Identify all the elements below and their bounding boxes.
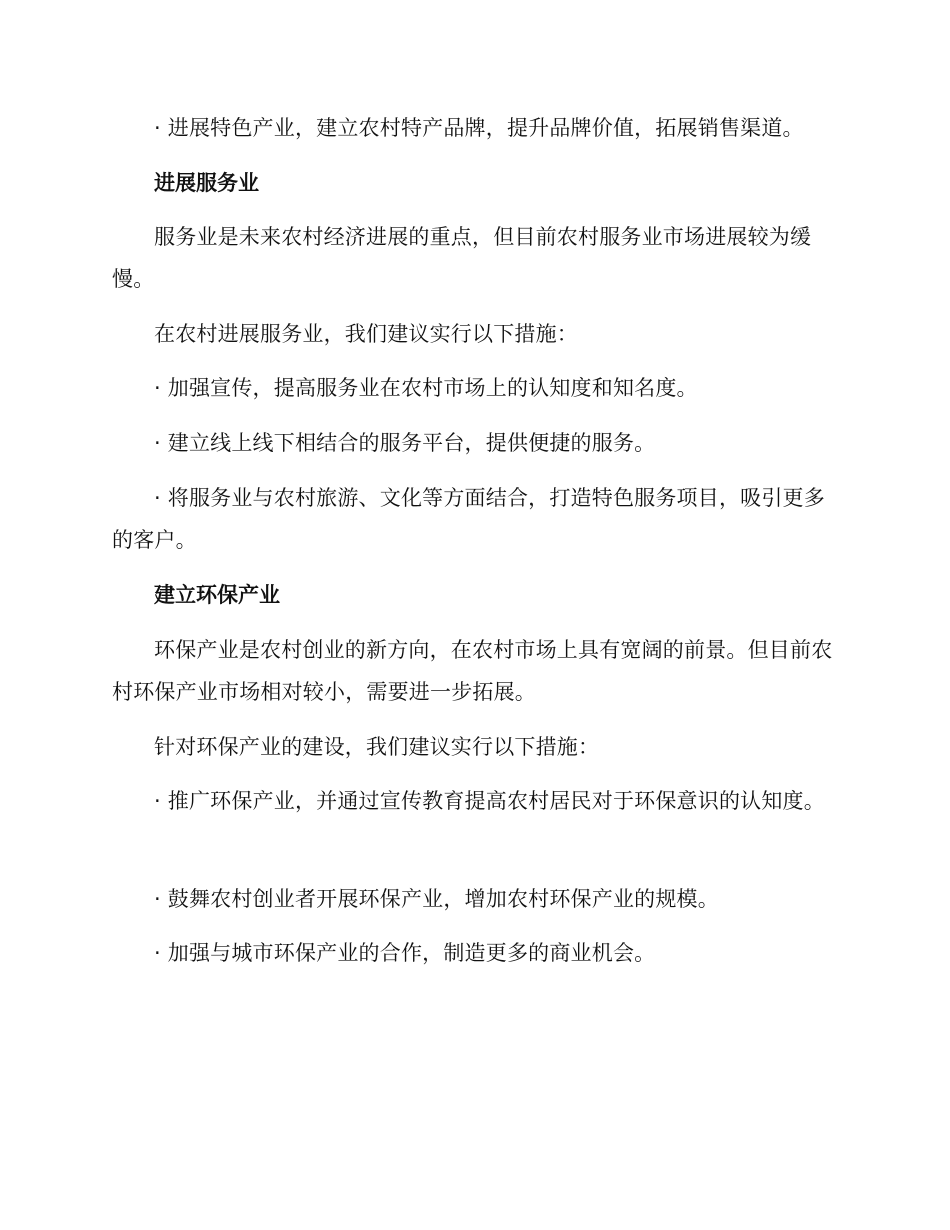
section-heading-environment: 建立环保产业 — [154, 583, 280, 607]
bullet-paragraph: · 推广环保产业，并通过宣传教育提高农村居民对于环保意识的认知度。 — [154, 789, 825, 813]
body-paragraph: 服务业是未来农村经济进展的重点，但目前农村服务业市场进展较为缓慢。 — [112, 225, 812, 291]
bullet-paragraph: · 鼓舞农村创业者开展环保产业，增加农村环保产业的规模。 — [154, 887, 719, 911]
body-paragraph: 针对环保产业的建设，我们建议实行以下措施： — [154, 735, 600, 759]
bullet-paragraph: · 建立线上线下相结合的服务平台，提供便捷的服务。 — [154, 431, 656, 455]
section-heading-service: 进展服务业 — [154, 171, 259, 195]
bullet-paragraph: · 将服务业与农村旅游、文化等方面结合，打造特色服务项目，吸引更多的客户。 — [112, 486, 825, 552]
bullet-paragraph: · 加强与城市环保产业的合作，制造更多的商业机会。 — [154, 941, 656, 965]
body-paragraph: 环保产业是农村创业的新方向，在农村市场上具有宽阔的前景。但目前农村环保产业市场相对较小，需要进一步拓展。 — [112, 638, 833, 704]
bullet-paragraph: · 加强宣传，提高服务业在农村市场上的认知度和知名度。 — [154, 376, 698, 400]
body-paragraph: 在农村进展服务业，我们建议实行以下措施： — [154, 322, 578, 346]
bullet-paragraph: · 进展特色产业，建立农村特产品牌，提升品牌价值，拓展销售渠道。 — [154, 116, 804, 140]
